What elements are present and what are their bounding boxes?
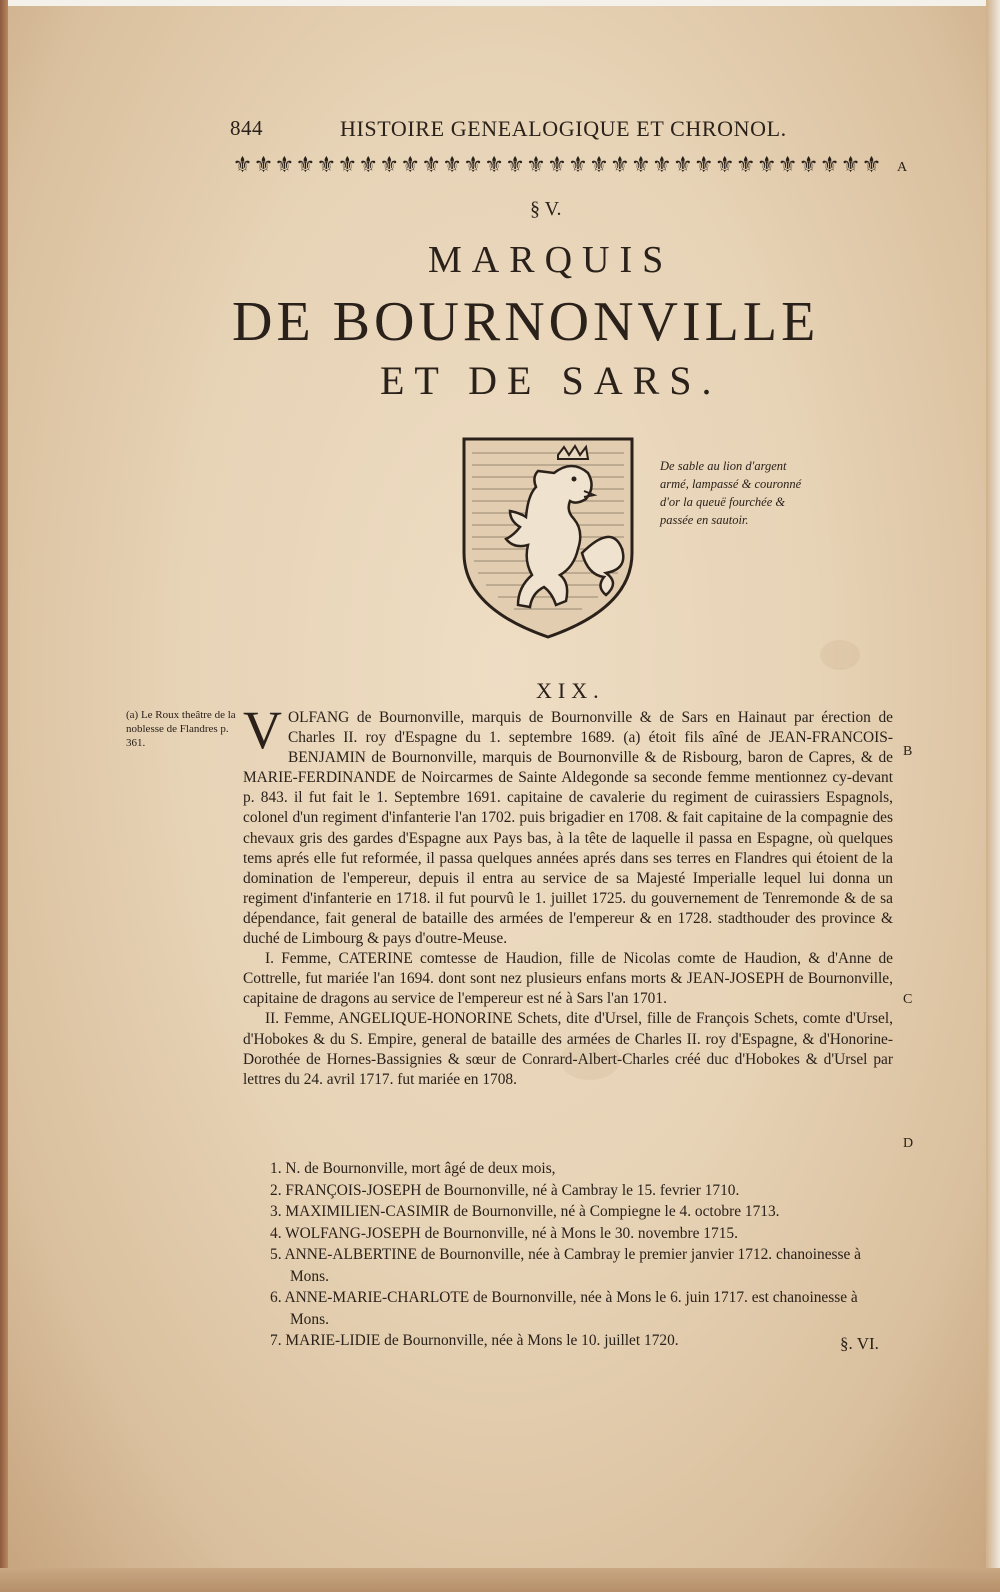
- genealogy-entry: [243, 700, 893, 1090]
- fleuron-icon: ⚜: [442, 152, 463, 177]
- fleuron-icon: ⚜: [253, 152, 274, 177]
- fleuron-icon: ⚜: [547, 152, 567, 177]
- next-section-mark: §. VI.: [840, 1334, 879, 1353]
- marginal-footnote: (a) Le Roux theâtre de la noblesse de Flandres p. 361.: [126, 709, 236, 749]
- generation-number: XIX.: [536, 678, 605, 703]
- fleuron-icon: ⚜: [777, 152, 798, 177]
- biography-text: OLFANG de Bournonville, marquis de Bournonville & de Sars en Hainaut par érection de Charles II. roy d'Espagne du 1. septembre 1689. (a) étoit fils aîné de JEAN-FRANCOIS-BENJAMIN de Bournonville, marquis de Bournonville & de Risbourg, baron de Capres, & de MARIE-FERDINANDE de Noircarmes de Sainte Aldegonde sa seconde femme mentionnez cy-devant p. 843. il fut fait le 1. Septembre 1691. capitaine de cavalerie du regiment de cuirassiers Espagnols, colonel d'un regiment d'infanterie l'an 1702. puis brigadier en 1708. & fait capitaine de la compagnie des chevaux gris des gardes d'Espagne aux Pays bas, à la tête de laquelle il passa en Espagne, où quelques tems aprés elle fut reformée, il passa quelques années aprés dans ses terres en Flandres qui étoient de la domination de l'empereur, depuis il entra au service de sa Majesté Imperialle lequel lui donna un regiment d'infanterie en 1718. il fut pourvû le 1. juillet 1725. du gouvernement de Tenremonde & de sa dépendance, fait general de bataille des armées de l'empereur & en 1728. stadthouder des province & duché de Limbourg & pays d'outre-Meuse.: [243, 709, 893, 948]
- fleuron-icon: ⚜: [358, 152, 379, 177]
- list-item: 6. ANNE-MARIE-CHARLOTE de Bournonville, née à Mons le 6. juin 1717. est chanoinesse à Mons.: [270, 1289, 858, 1328]
- margin-letter-d: D: [903, 1136, 914, 1151]
- fleuron-icon: ⚜: [756, 152, 777, 177]
- list-item: 7. MARIE-LIDIE de Bournonville, née à Mons le 10. juillet 1720.: [270, 1332, 679, 1349]
- page-number: 844: [230, 116, 263, 140]
- paragraph-second-wife: II. Femme, ANGELIQUE-HONORINE Schets, dite d'Ursel, fille de François Schets, comte d'Ursel, d'Hobokes & du S. Empire, general de bataille des armées de Charles II. roy d'Espagne, & d'Honorine-Dorothée de Hornes-Bassignies & sœur de Conrard-Albert-Charles créé duc d'Hobokes & d'Ursel par lettres du 24. avril 1717. fut mariée en 1708.: [243, 1010, 893, 1088]
- paragraph-first-wife: I. Femme, CATERINE comtesse de Haudion, fille de Nicolas comte de Haudion, & d'Anne de Cottrelle, fut mariée l'an 1694. dont sont nez plusieurs enfans morts & JEAN-JOSEPH de Bournonville, capitaine de dragons au service de l'empereur est né à Sars l'an 1701.: [243, 950, 893, 1008]
- blazon-description: De sable au lion d'argent armé, lampassé & couronné d'or la queuë fourchée & passée en sautoir.: [660, 459, 802, 527]
- page-bottom-edge: [0, 1568, 1000, 1592]
- fleuron-icon: ⚜: [337, 152, 358, 177]
- drop-cap: V: [243, 700, 282, 760]
- margin-letter-b: B: [903, 744, 913, 759]
- page-binding-edge: [0, 0, 8, 1592]
- page-right-edge: [986, 0, 1000, 1592]
- fleuron-icon: ⚜: [819, 152, 840, 177]
- fleuron-icon: ⚜: [651, 152, 672, 177]
- fleuron-icon: ⚜: [631, 152, 651, 177]
- paragraph-biography: [243, 700, 893, 949]
- page-top-edge: [0, 0, 1000, 6]
- fleuron-icon: ⚜: [735, 152, 756, 177]
- running-header: [230, 116, 810, 146]
- fleuron-icon: ⚜: [693, 152, 714, 177]
- section-title-line-2: DE BOURNONVILLE: [232, 291, 820, 353]
- fleuron-icon: ⚜: [589, 152, 609, 177]
- children-list: [270, 1158, 900, 1352]
- section-mark: § V.: [530, 198, 562, 220]
- fleuron-icon: ⚜: [798, 152, 819, 177]
- margin-letter-a: A: [897, 160, 908, 175]
- fleuron-icon: ⚜: [840, 152, 861, 177]
- fleuron-icon: ⚜: [232, 152, 253, 177]
- fleuron-icon: ⚜: [274, 152, 295, 177]
- running-title: HISTOIRE GENEALOGIQUE ET CHRONOL.: [340, 116, 787, 141]
- fleuron-icon: ⚜: [295, 152, 316, 177]
- list-item: 4. WOLFANG-JOSEPH de Bournonville, né à Mons le 30. novembre 1715.: [270, 1224, 738, 1242]
- fleuron-icon: ⚜: [484, 152, 504, 177]
- coat-of-arms-shield: [458, 433, 638, 643]
- fleuron-icon: ⚜: [463, 152, 483, 177]
- fleuron-icon: ⚜: [421, 152, 442, 177]
- fleuron-icon: ⚜: [316, 152, 337, 177]
- list-item: 1. N. de Bournonville, mort âgé de deux mois,: [270, 1160, 556, 1177]
- section-title-line-1: MARQUIS: [428, 239, 674, 281]
- fleuron-icon: ⚜: [505, 152, 525, 177]
- fleuron-icon: ⚜: [714, 152, 735, 177]
- fleuron-ornament-band: [232, 151, 882, 179]
- fleuron-icon: ⚜: [568, 152, 588, 177]
- list-item: 2. FRANÇOIS-JOSEPH de Bournonville, né à Cambray le 15. fevrier 1710.: [270, 1181, 740, 1199]
- fleuron-icon: ⚜: [861, 152, 882, 177]
- paper-stain: [820, 640, 860, 670]
- list-item: 5. ANNE-ALBERTINE de Bournonville, née à Cambray le premier janvier 1712. chanoinesse à Mons.: [270, 1246, 862, 1285]
- fleuron-icon: ⚜: [672, 152, 693, 177]
- list-item: 3. MAXIMILIEN-CASIMIR de Bournonville, né à Compiegne le 4. octobre 1713.: [270, 1203, 780, 1220]
- fleuron-icon: ⚜: [379, 152, 400, 177]
- section-title-line-3: ET DE SARS.: [380, 358, 722, 403]
- fleuron-icon: ⚜: [400, 152, 421, 177]
- fleuron-icon: ⚜: [526, 152, 546, 177]
- margin-letter-c: C: [903, 992, 913, 1007]
- fleuron-icon: ⚜: [610, 152, 630, 177]
